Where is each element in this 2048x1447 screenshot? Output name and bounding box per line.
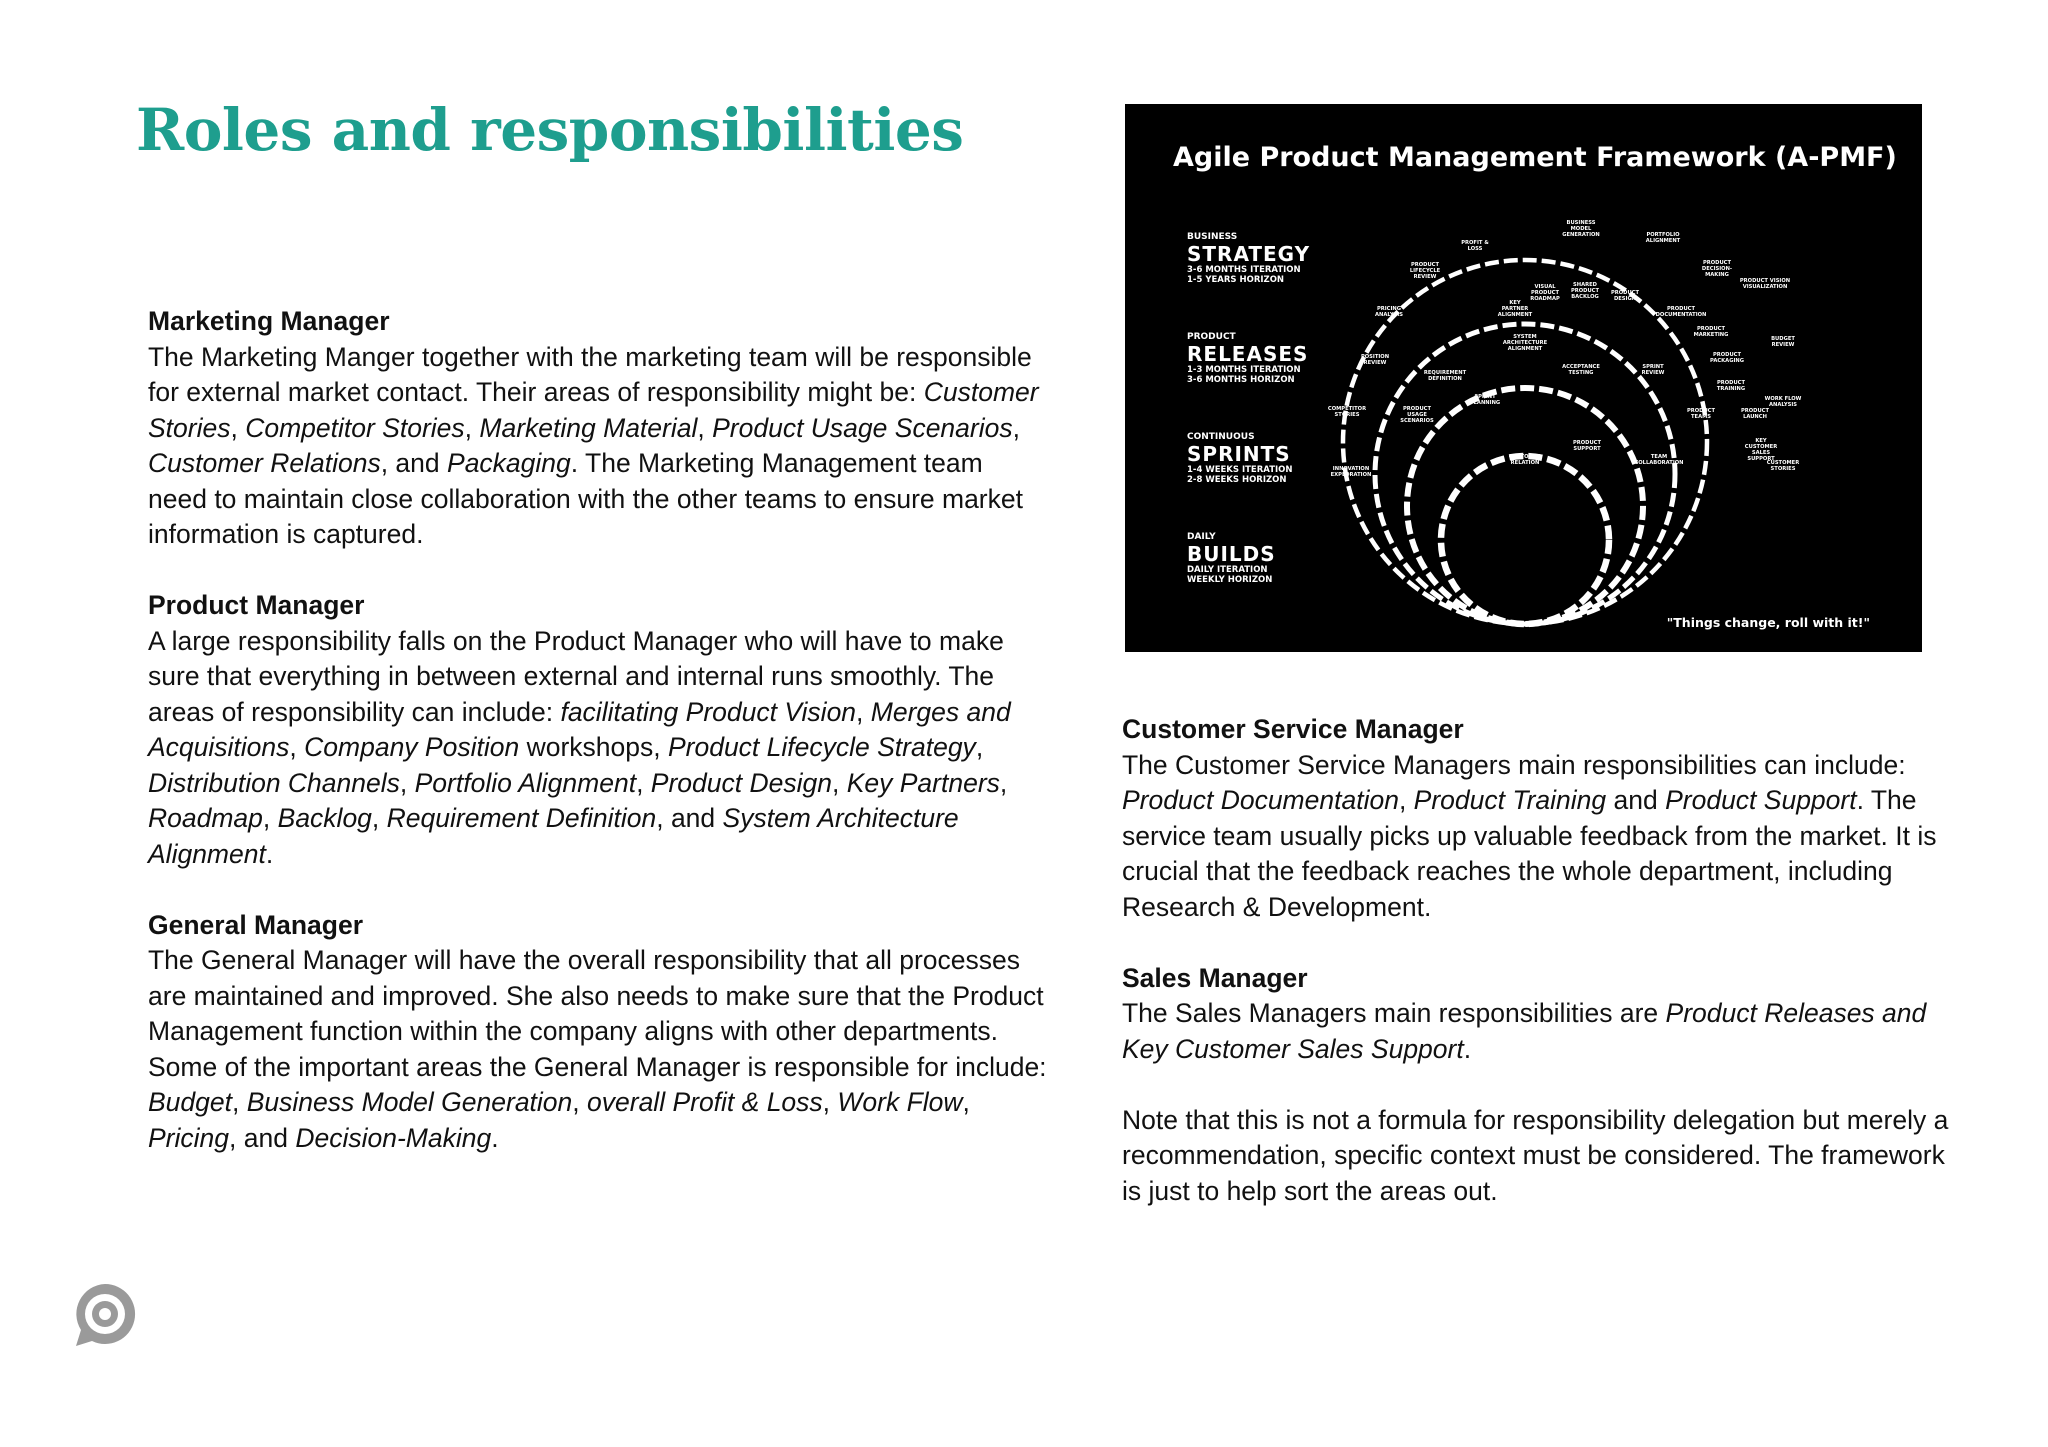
description-text: , [962, 1087, 970, 1117]
description-text: , [232, 1087, 247, 1117]
role-section [1122, 1103, 1962, 1210]
description-text: The Marketing Manger together with the marketing team will be responsible for external market contact. Their areas of responsibility might be: [148, 341, 1032, 407]
activity-label: PORTFOLIO ALIGNMENT [1645, 232, 1681, 244]
role-heading: General Manager [148, 909, 364, 940]
emphasis-term: Product Lifecycle Strategy [667, 732, 976, 762]
emphasis-term: Marketing Material [479, 412, 698, 443]
role-heading: Product Manager [148, 590, 365, 620]
emphasis-term: Requirement Definition [386, 803, 657, 833]
emphasis-term: Work Flow [837, 1087, 963, 1117]
chat-bubble-target-icon [70, 1280, 140, 1350]
emphasis-term: Customer Stories [148, 377, 1039, 443]
iteration-ring [1441, 456, 1609, 624]
level-name: STRATEGY [1187, 242, 1311, 266]
activity-label: BUDGET REVIEW [1771, 336, 1795, 348]
description-text: A large responsibility falls on the Product Manager who will have to make sure that everything in between external and internal runs smoothly. The areas of responsibility can include: [148, 625, 1004, 727]
emphasis-term: Product Usage Scenarios [712, 412, 1013, 443]
emphasis-term: Decision-Making [295, 1122, 492, 1153]
description-text: , [399, 767, 415, 798]
description-text: . [491, 1122, 499, 1153]
activity-label: PRICING ANALYSIS [1374, 306, 1404, 318]
figure-title: Agile Product Management Framework (A-PMF) [1173, 142, 1897, 173]
activity-label: BUSINESS MODEL GENERATION [1562, 220, 1600, 238]
description-text: , and [656, 803, 723, 833]
level-kicker: CONTINUOUS [1187, 432, 1255, 442]
description-text: , [230, 412, 246, 443]
right-column [1122, 712, 1962, 1245]
description-text: , and [380, 448, 448, 478]
description-text: , [822, 1087, 838, 1117]
role-section [148, 908, 1048, 1157]
activity-label: CUSTOMER STORIES [1766, 460, 1800, 472]
activity-label: PROFIT & LOSS [1461, 240, 1489, 252]
description-text: . The service team usually picks up valuable feedback from the market. It is crucial that the feedback reaches the whole department, including Research & Development. [1122, 785, 1937, 922]
activity-label: PRODUCT TRAINING [1716, 380, 1746, 392]
emphasis-term: Budget [148, 1087, 232, 1117]
level-iteration: 3-6 MONTHS ITERATION [1187, 265, 1301, 275]
role-heading: Sales Manager [1122, 962, 1308, 993]
level-iteration: WEEKLY HORIZON [1187, 575, 1273, 585]
description-text: and [1606, 785, 1666, 815]
level-name: BUILDS [1187, 542, 1276, 566]
activity-label: PRODUCT USAGE SCENARIOS [1400, 406, 1434, 424]
level-iteration: 1-4 WEEKS ITERATION [1187, 465, 1293, 475]
description-text: , [999, 767, 1008, 798]
emphasis-term: Competitor Stories [245, 412, 465, 443]
activity-label: ACCEPTANCE TESTING [1562, 364, 1600, 376]
description-text: , [371, 803, 387, 833]
activity-label: COMPETITOR STORIES [1327, 406, 1367, 418]
description-text: workshops, [519, 732, 668, 762]
role-description [1122, 996, 1962, 1067]
activity-label: WORK FLOW ANALYSIS [1764, 396, 1802, 408]
description-text: The Sales Managers main responsibilities are [1122, 998, 1666, 1028]
level-kicker: BUSINESS [1187, 232, 1238, 242]
role-section [148, 588, 1048, 872]
role-description [1122, 1103, 1962, 1210]
description-text: , [1012, 412, 1020, 443]
description-text: The General Manager will have the overall responsibility that all processes are maintained and improved. She also needs to make sure that the Product Management function within the company aligns with other departments. Some of the important areas the General Manager is responsible for include: [148, 945, 1047, 1082]
emphasis-term: Product Releases and Key Customer Sales Support [1122, 998, 1927, 1064]
level-iteration: 1-3 MONTHS ITERATION [1187, 365, 1301, 375]
activity-label: PRODUCT DOCUMENTATION [1655, 306, 1707, 318]
emphasis-term: Product Support [1665, 785, 1857, 815]
description-text: , [262, 803, 278, 833]
agile-framework-figure [1125, 104, 1922, 652]
activity-label: VISUAL PRODUCT ROADMAP [1530, 284, 1560, 302]
description-text: , [1398, 785, 1414, 815]
figure-quote: "Things change, roll with it!" [1666, 615, 1870, 630]
activity-label: PRODUCT MARKETING [1693, 326, 1729, 338]
activity-label: PRODUCT DESIGN [1610, 290, 1640, 302]
emphasis-term: Merges and Acquisitions [148, 696, 1011, 762]
activity-label: PRODUCT VISION VISUALIZATION [1739, 278, 1791, 290]
emphasis-term: Distribution Channels [148, 767, 400, 798]
role-section [148, 304, 1048, 553]
page-title: Roles and responsibilities [136, 96, 964, 164]
level-block [1187, 232, 1310, 285]
level-name: SPRINTS [1187, 442, 1291, 466]
description-text: , [831, 767, 847, 798]
activity-label: INNOVATION EXPLORATION [1330, 466, 1372, 478]
description-text: , [856, 696, 871, 727]
emphasis-term: Customer Relations [148, 448, 381, 478]
activity-label: PRODUCT PACKAGING [1710, 352, 1744, 364]
description-text: Note that this is not a formula for responsibility delegation but merely a recommendation, specific context must be considered. The framework is just to help sort the areas out. [1122, 1104, 1949, 1206]
role-description [148, 340, 1048, 553]
activity-label: PRODUCT DECISION-MAKING [1701, 260, 1733, 278]
description-text: , [464, 412, 480, 443]
emphasis-term: Key Partners [846, 767, 1000, 798]
level-name: RELEASES [1187, 342, 1309, 366]
activity-label: KEY PARTNER ALIGNMENT [1497, 300, 1533, 318]
role-heading: Customer Service Manager [1122, 714, 1464, 744]
role-description [148, 624, 1048, 873]
emphasis-term: Product Training [1413, 785, 1607, 815]
iteration-ring [1407, 388, 1643, 624]
emphasis-term: facilitating Product Vision [560, 696, 857, 727]
activity-label: POSITION REVIEW [1360, 354, 1390, 366]
emphasis-term: Backlog [277, 803, 372, 833]
level-iteration: 3-6 MONTHS HORIZON [1187, 375, 1295, 385]
emphasis-term: Product Design [650, 767, 832, 798]
activity-label: REQUIREMENT DEFINITION [1423, 370, 1467, 382]
description-text: , and [229, 1122, 296, 1153]
role-description [148, 943, 1048, 1156]
description-text: , [572, 1087, 588, 1117]
description-text: , [975, 732, 984, 762]
description-text: , [636, 767, 651, 798]
emphasis-term: Portfolio Alignment [414, 767, 637, 798]
level-iteration: DAILY ITERATION [1187, 565, 1268, 575]
role-heading: Marketing Manager [148, 306, 390, 336]
level-iteration: 2-8 WEEKS HORIZON [1187, 475, 1287, 485]
description-text: , [289, 732, 305, 762]
activity-label: PRODUCT SUPPORT [1572, 440, 1602, 452]
emphasis-term: overall Profit & Loss [587, 1087, 823, 1117]
activity-label: TEAM COLLABORATION [1634, 454, 1684, 466]
activity-label: PRODUCT LIFECYCLE REVIEW [1409, 262, 1441, 280]
left-column [148, 304, 1048, 1192]
role-section [1122, 712, 1962, 925]
description-text: , [697, 412, 713, 443]
activity-label: PRODUCT TEAMS [1686, 408, 1716, 420]
role-description [1122, 748, 1962, 926]
activity-label: SHARED PRODUCT BACKLOG [1570, 282, 1600, 300]
activity-label: SYSTEM ARCHITECTURE ALIGNMENT [1502, 334, 1548, 352]
description-text: The Customer Service Managers main responsibilities can include: [1122, 749, 1906, 780]
emphasis-term: Roadmap [148, 803, 263, 833]
activity-label: SPRINT PLANNING [1469, 394, 1501, 406]
activity-label: KEY CUSTOMER SALES SUPPORT [1744, 438, 1778, 462]
activity-label: SPRINT REVIEW [1641, 364, 1665, 376]
level-kicker: DAILY [1187, 532, 1216, 542]
emphasis-term: Business Model Generation [246, 1087, 573, 1117]
activity-label: PRODUCT LAUNCH [1740, 408, 1770, 420]
role-section [1122, 961, 1962, 1068]
iteration-ring [1375, 324, 1675, 624]
emphasis-term: Product Documentation [1122, 785, 1399, 815]
level-block [1187, 332, 1308, 385]
emphasis-term: Company Position [304, 732, 520, 762]
level-block [1187, 432, 1293, 485]
level-iteration: 1-5 YEARS HORIZON [1187, 275, 1285, 285]
description-text: . [265, 838, 274, 869]
activity-label: CUSTOMER RELATION [1508, 454, 1542, 466]
level-kicker: PRODUCT [1187, 332, 1236, 342]
emphasis-term: Pricing [148, 1122, 230, 1153]
description-text: . The Marketing Management team need to maintain close collaboration with the other teams to ensure market information is captured. [148, 448, 1023, 549]
emphasis-term: Packaging [447, 448, 571, 478]
level-block [1187, 532, 1276, 585]
description-text: . [1463, 1033, 1472, 1064]
emphasis-term: System Architecture Alignment [148, 803, 959, 869]
